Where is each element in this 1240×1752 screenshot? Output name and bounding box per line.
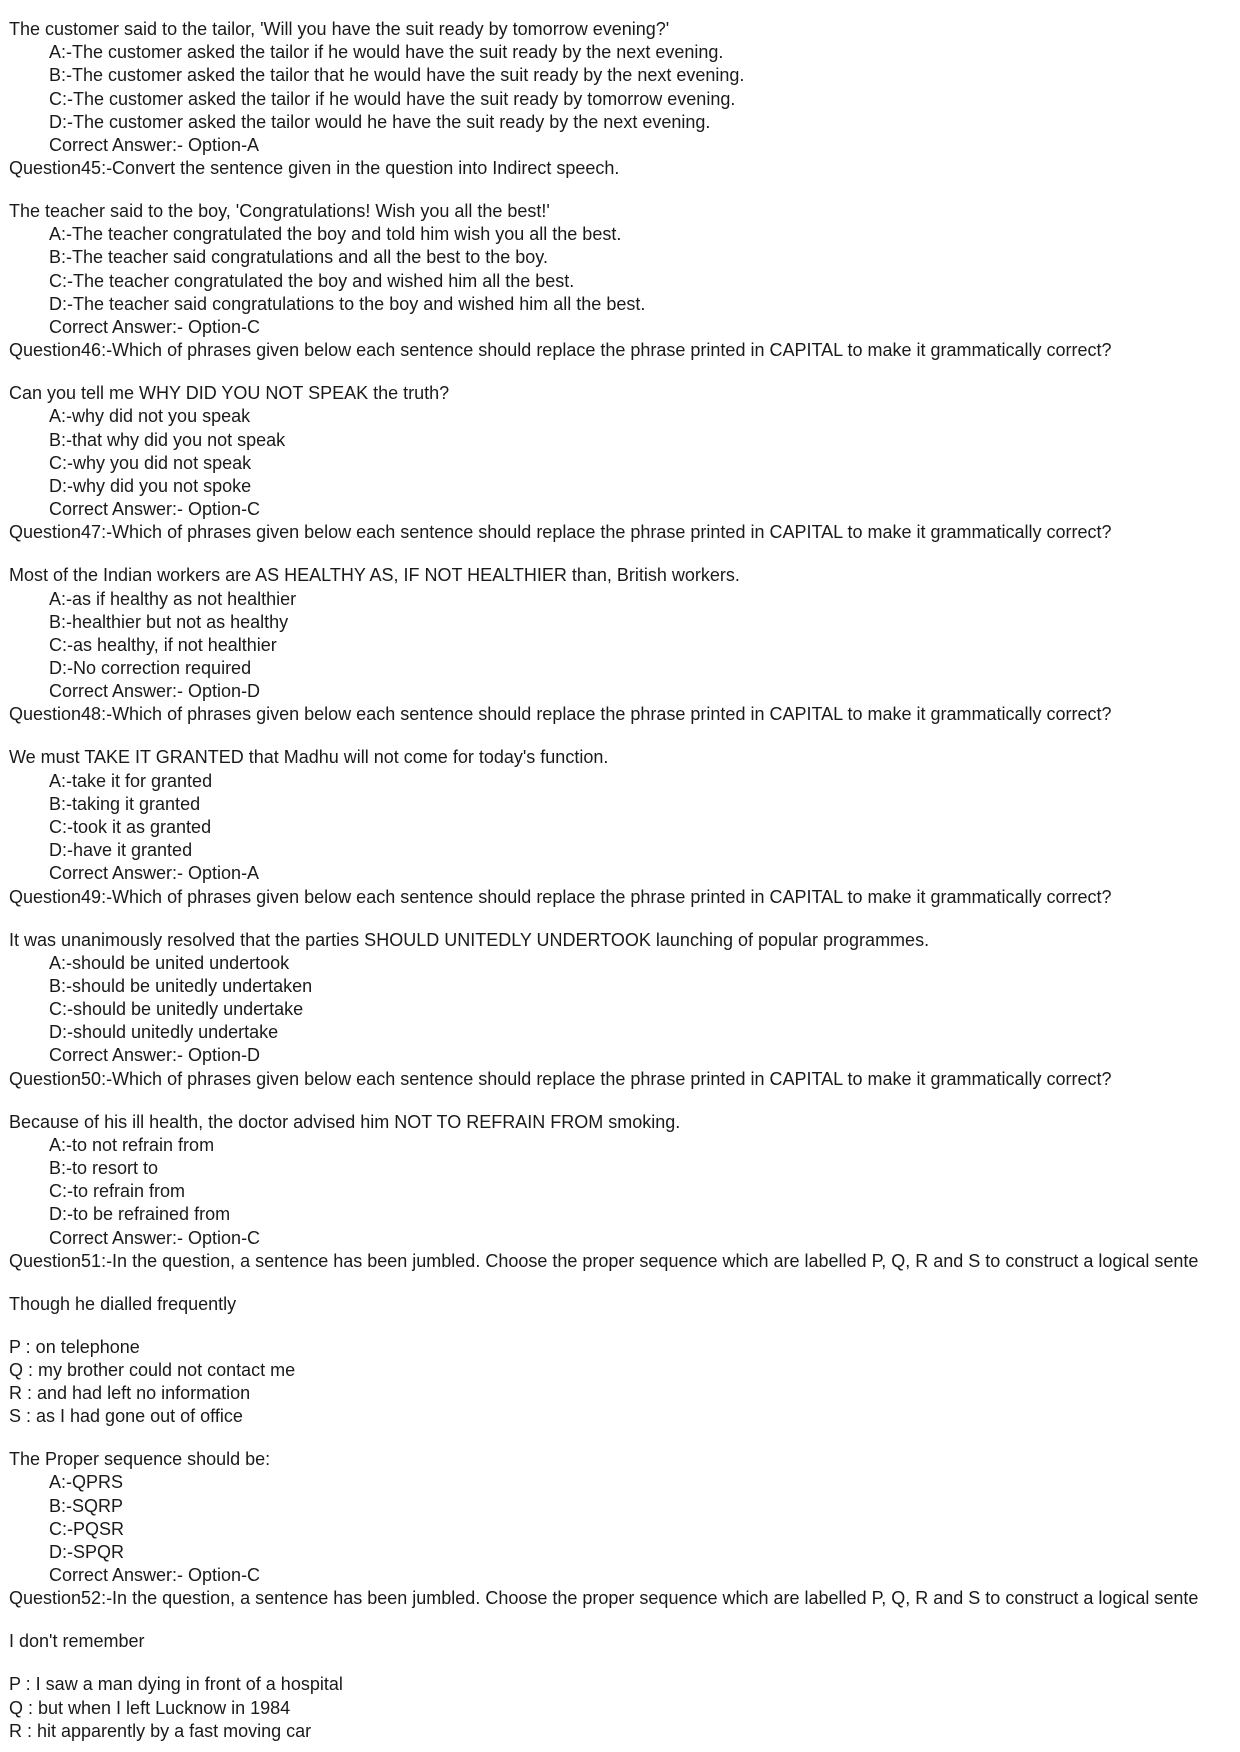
option-c: C:-The customer asked the tailor if he would have the suit ready by tomorrow evening.	[49, 88, 736, 109]
question-48	[9, 703, 1240, 885]
question-46	[9, 339, 1240, 521]
question-51	[9, 1250, 1240, 1588]
question-heading: Question46:-Which of phrases given below each sentence should replace the phrase printed in CAPITAL to make it grammatically correct?	[9, 340, 1112, 361]
option-b: B:-that why did you not speak	[49, 429, 286, 450]
question-heading: Question50:-Which of phrases given below each sentence should replace the phrase printed in CAPITAL to make it grammatically correct?	[9, 1068, 1112, 1089]
jumbled-part-r: R : hit apparently by a fast moving car	[9, 1720, 312, 1741]
option-b: B:-taking it granted	[49, 793, 201, 814]
blank-line	[9, 1654, 1240, 1674]
option-d: D:-The customer asked the tailor would he have the suit ready by the next evening.	[49, 111, 711, 132]
blank-line	[9, 1316, 1240, 1336]
question-heading: Question49:-Which of phrases given below each sentence should replace the phrase printed in CAPITAL to make it grammatically correct?	[9, 886, 1112, 907]
option-a: A:-should be united undertook	[49, 952, 290, 973]
question-stem: Because of his ill health, the doctor advised him NOT TO REFRAIN FROM smoking.	[9, 1111, 681, 1132]
question-47	[9, 521, 1240, 703]
option-a: A:-to not refrain from	[49, 1134, 215, 1155]
question-50	[9, 1068, 1240, 1250]
jumbled-part-q: Q : my brother could not contact me	[9, 1359, 296, 1380]
question-49	[9, 886, 1240, 1068]
jumbled-part-r: R : and had left no information	[9, 1383, 251, 1404]
question-stem: Can you tell me WHY DID YOU NOT SPEAK the truth?	[9, 383, 450, 404]
question-heading: Question47:-Which of phrases given below each sentence should replace the phrase printed in CAPITAL to make it grammatically correct?	[9, 522, 1112, 543]
correct-answer: Correct Answer:- Option-A	[49, 863, 260, 884]
question-52	[9, 1587, 1240, 1743]
option-a: A:-QPRS	[49, 1472, 124, 1493]
question-stem: I don't remember	[9, 1631, 145, 1652]
option-a: A:-The teacher congratulated the boy and told him wish you all the best.	[49, 224, 622, 245]
option-d: D:-should unitedly undertake	[49, 1022, 279, 1043]
jumbled-part-p: P : on telephone	[9, 1336, 140, 1357]
question-stem: Though he dialled frequently	[9, 1293, 237, 1314]
correct-answer: Correct Answer:- Option-C	[49, 1227, 261, 1248]
correct-answer: Correct Answer:- Option-D	[49, 1045, 261, 1066]
option-d: D:-have it granted	[49, 840, 193, 861]
option-a: A:-as if healthy as not healthier	[49, 588, 297, 609]
option-b: B:-to resort to	[49, 1158, 159, 1179]
question-45	[9, 157, 1240, 339]
option-a: A:-why did not you speak	[49, 406, 251, 427]
correct-answer: Correct Answer:- Option-C	[49, 1565, 261, 1586]
option-d: D:-The teacher said congratulations to the boy and wished him all the best.	[49, 293, 646, 314]
blank-line	[9, 1091, 1240, 1111]
correct-answer: Correct Answer:- Option-C	[49, 317, 261, 338]
jumbled-part-s: S : as I had gone out of office	[9, 1406, 243, 1427]
question-heading: Question51:-In the question, a sentence has been jumbled. Choose the proper sequence which are labelled P, Q, R and S to construct a logical sente	[9, 1250, 1199, 1271]
sequence-prompt: The Proper sequence should be:	[9, 1449, 271, 1470]
option-d: D:-SPQR	[49, 1542, 125, 1563]
option-b: B:-SQRP	[49, 1495, 124, 1516]
option-c: C:-should be unitedly undertake	[49, 999, 304, 1020]
question-stem: Most of the Indian workers are AS HEALTHY AS, IF NOT HEALTHIER than, British workers.	[9, 565, 740, 586]
blank-line	[9, 909, 1240, 929]
question-stem: We must TAKE IT GRANTED that Madhu will not come for today's function.	[9, 747, 609, 768]
option-c: C:-to refrain from	[49, 1181, 186, 1202]
option-c: C:-The teacher congratulated the boy and wished him all the best.	[49, 270, 575, 291]
option-a: A:-take it for granted	[49, 770, 213, 791]
option-b: B:-The customer asked the tailor that he would have the suit ready by the next evening.	[49, 65, 745, 86]
blank-line	[9, 362, 1240, 382]
option-a: A:-The customer asked the tailor if he would have the suit ready by the next evening.	[49, 42, 724, 63]
blank-line	[9, 1273, 1240, 1293]
jumbled-part-p: P : I saw a man dying in front of a hospital	[9, 1674, 343, 1695]
option-c: C:-took it as granted	[49, 817, 212, 837]
blank-line	[9, 1429, 1240, 1449]
question-heading: Question45:-Convert the sentence given in the question into Indirect speech.	[9, 158, 620, 179]
option-d: D:-to be refrained from	[49, 1204, 231, 1225]
blank-line	[9, 727, 1240, 747]
question-stem: It was unanimously resolved that the parties SHOULD UNITEDLY UNDERTOOK launching of popular programmes.	[9, 929, 930, 950]
question-stem: The teacher said to the boy, 'Congratulations! Wish you all the best!'	[9, 201, 550, 222]
jumbled-part-q: Q : but when I left Lucknow in 1984	[9, 1697, 291, 1718]
option-c: C:-why you did not speak	[49, 452, 252, 473]
option-b: B:-The teacher said congratulations and all the best to the boy.	[49, 247, 548, 268]
question-heading: Question48:-Which of phrases given below each sentence should replace the phrase printed in CAPITAL to make it grammatically correct?	[9, 704, 1112, 725]
blank-line	[9, 545, 1240, 565]
option-b: B:-should be unitedly undertaken	[49, 975, 313, 996]
question-44	[9, 18, 1240, 157]
option-c: C:-PQSR	[49, 1518, 125, 1539]
option-b: B:-healthier but not as healthy	[49, 611, 289, 632]
question-heading: Question52:-In the question, a sentence has been jumbled. Choose the proper sequence which are labelled P, Q, R and S to construct a logical sente	[9, 1588, 1199, 1609]
option-c: C:-as healthy, if not healthier	[49, 634, 277, 655]
option-d: D:-why did you not spoke	[49, 475, 252, 496]
correct-answer: Correct Answer:- Option-D	[49, 681, 261, 702]
blank-line	[9, 180, 1240, 200]
blank-line	[9, 1611, 1240, 1631]
correct-answer: Correct Answer:- Option-C	[49, 499, 261, 520]
correct-answer: Correct Answer:- Option-A	[49, 134, 260, 155]
question-stem: The customer said to the tailor, 'Will you have the suit ready by tomorrow evening?'	[9, 19, 670, 39]
option-d: D:-No correction required	[49, 658, 252, 679]
